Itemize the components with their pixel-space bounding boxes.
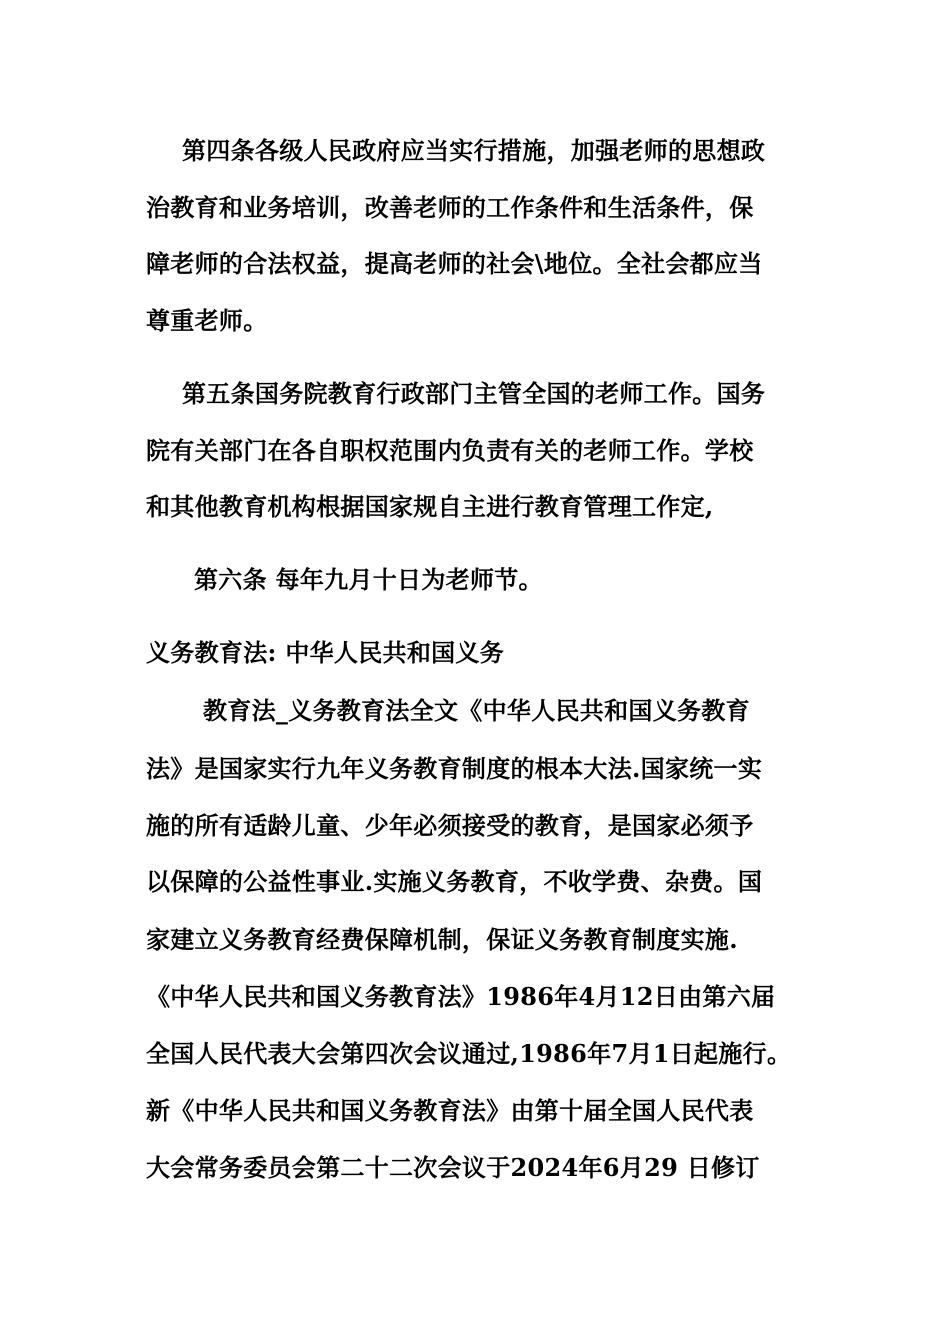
text-line: 大会常务委员会第二十二次会议于2024年6月29 日修订 <box>146 1153 760 1182</box>
text-line: 第五条国务院教育行政部门主管全国的老师工作。国务 <box>182 379 766 408</box>
text-line: 《中华人民共和国义务教育法》1986年4月12日由第六届 <box>146 982 776 1011</box>
text-line: 法》是国家实行九年义务教育制度的根本大法.国家统一实 <box>146 754 763 783</box>
text-line: 院有关部门在各自职权范围内负责有关的老师工作。学校 <box>146 436 754 465</box>
text-line: 第四条各级人民政府应当实行措施，加强老师的思想政 <box>182 136 766 165</box>
text-line: 全国人民代表大会第四次会议通过,1986年7月1日起施行。 <box>146 1039 792 1068</box>
text-line: 家建立义务教育经费保障机制，保证义务教育制度实施. <box>146 925 738 954</box>
text-line: 以保障的公益性事业.实施义务教育，不收学费、杂费。国 <box>146 867 763 896</box>
text-line: 尊重老师。 <box>146 306 268 335</box>
text-line: 第六条 每年九月十日为老师节。 <box>194 565 543 594</box>
text-line: 教育法_义务教育法全文《中华人民共和国义务教育 <box>203 696 750 725</box>
text-line: 施的所有适龄儿童、少年必须接受的教育，是国家必须予 <box>146 811 754 840</box>
text-line: 障老师的合法权益，提高老师的社会\地位。全社会都应当 <box>146 249 763 278</box>
section-heading: 义务教育法: 中华人民共和国义务 <box>146 638 505 667</box>
text-line: 和其他教育机构根据国家规自主进行教育管理工作定, <box>146 492 714 521</box>
text-line: 新《中华人民共和国义务教育法》由第十届全国人民代表 <box>146 1096 754 1125</box>
text-line: 治教育和业务培训，改善老师的工作条件和生活条件，保 <box>146 193 754 222</box>
